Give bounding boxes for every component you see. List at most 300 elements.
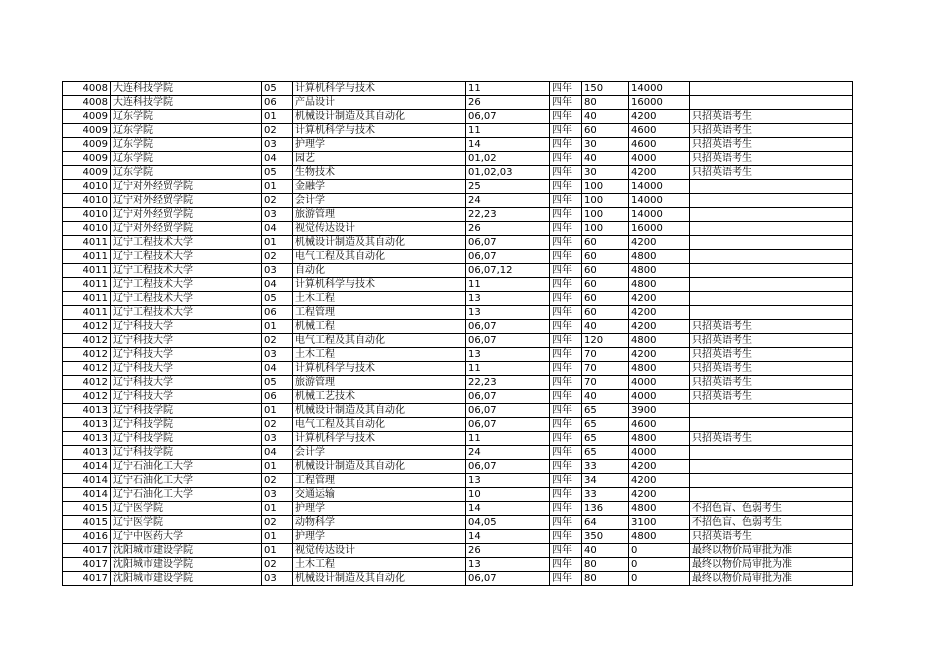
quota-cell: 70 xyxy=(582,362,629,376)
quota-cell: 65 xyxy=(582,432,629,446)
remark-cell xyxy=(690,222,853,236)
school-name-cell: 辽宁石油化工大学 xyxy=(111,474,262,488)
major-name-cell: 护理学 xyxy=(293,530,466,544)
school-name-cell: 辽宁科技大学 xyxy=(111,390,262,404)
school-code-cell: 4011 xyxy=(63,250,111,264)
subject-group-cell: 25 xyxy=(466,180,550,194)
duration-cell: 四年 xyxy=(550,362,582,376)
major-name-cell: 视觉传达设计 xyxy=(293,544,466,558)
school-code-cell: 4010 xyxy=(63,194,111,208)
quota-cell: 33 xyxy=(582,460,629,474)
duration-cell: 四年 xyxy=(550,418,582,432)
subject-group-cell: 06,07 xyxy=(466,320,550,334)
major-name-cell: 动物科学 xyxy=(293,516,466,530)
duration-cell: 四年 xyxy=(550,334,582,348)
table-row xyxy=(63,320,853,334)
school-name-cell: 沈阳城市建设学院 xyxy=(111,572,262,586)
school-name-cell: 沈阳城市建设学院 xyxy=(111,558,262,572)
duration-cell: 四年 xyxy=(550,558,582,572)
table-row xyxy=(63,544,853,558)
major-code-cell: 03 xyxy=(262,208,293,222)
school-code-cell: 4011 xyxy=(63,292,111,306)
major-name-cell: 计算机科学与技术 xyxy=(293,362,466,376)
major-code-cell: 02 xyxy=(262,418,293,432)
major-code-cell: 02 xyxy=(262,474,293,488)
remark-cell xyxy=(690,460,853,474)
subject-group-cell: 01,02 xyxy=(466,152,550,166)
major-name-cell: 机械工艺技术 xyxy=(293,390,466,404)
tuition-cell: 4200 xyxy=(629,236,690,250)
quota-cell: 40 xyxy=(582,320,629,334)
school-code-cell: 4014 xyxy=(63,474,111,488)
duration-cell: 四年 xyxy=(550,194,582,208)
subject-group-cell: 13 xyxy=(466,292,550,306)
tuition-cell: 4000 xyxy=(629,390,690,404)
major-code-cell: 02 xyxy=(262,194,293,208)
subject-group-cell: 06,07 xyxy=(466,404,550,418)
school-code-cell: 4008 xyxy=(63,82,111,96)
table-row xyxy=(63,152,853,166)
quota-cell: 136 xyxy=(582,502,629,516)
subject-group-cell: 22,23 xyxy=(466,208,550,222)
quota-cell: 40 xyxy=(582,390,629,404)
remark-cell: 只招英语考生 xyxy=(690,362,853,376)
major-name-cell: 计算机科学与技术 xyxy=(293,432,466,446)
school-code-cell: 4009 xyxy=(63,138,111,152)
school-code-cell: 4008 xyxy=(63,96,111,110)
table-row xyxy=(63,432,853,446)
school-name-cell: 辽宁科技大学 xyxy=(111,362,262,376)
duration-cell: 四年 xyxy=(550,222,582,236)
table-row xyxy=(63,558,853,572)
school-name-cell: 辽宁对外经贸学院 xyxy=(111,222,262,236)
remark-cell xyxy=(690,404,853,418)
remark-cell: 只招英语考生 xyxy=(690,320,853,334)
quota-cell: 60 xyxy=(582,278,629,292)
duration-cell: 四年 xyxy=(550,278,582,292)
tuition-cell: 4200 xyxy=(629,348,690,362)
tuition-cell: 4600 xyxy=(629,138,690,152)
table-row xyxy=(63,264,853,278)
school-name-cell: 辽宁科技大学 xyxy=(111,320,262,334)
major-code-cell: 04 xyxy=(262,362,293,376)
school-code-cell: 4009 xyxy=(63,152,111,166)
subject-group-cell: 26 xyxy=(466,222,550,236)
subject-group-cell: 13 xyxy=(466,474,550,488)
subject-group-cell: 11 xyxy=(466,82,550,96)
tuition-cell: 4600 xyxy=(629,418,690,432)
major-name-cell: 电气工程及其自动化 xyxy=(293,334,466,348)
subject-group-cell: 04,05 xyxy=(466,516,550,530)
table-row xyxy=(63,96,853,110)
school-name-cell: 辽东学院 xyxy=(111,124,262,138)
quota-cell: 64 xyxy=(582,516,629,530)
major-code-cell: 04 xyxy=(262,446,293,460)
table-row xyxy=(63,390,853,404)
tuition-cell: 4800 xyxy=(629,250,690,264)
duration-cell: 四年 xyxy=(550,530,582,544)
school-name-cell: 辽宁石油化工大学 xyxy=(111,488,262,502)
remark-cell: 只招英语考生 xyxy=(690,110,853,124)
school-code-cell: 4011 xyxy=(63,264,111,278)
tuition-cell: 14000 xyxy=(629,180,690,194)
quota-cell: 60 xyxy=(582,124,629,138)
school-code-cell: 4012 xyxy=(63,320,111,334)
school-name-cell: 辽宁医学院 xyxy=(111,516,262,530)
major-name-cell: 护理学 xyxy=(293,502,466,516)
duration-cell: 四年 xyxy=(550,208,582,222)
remark-cell: 最终以物价局审批为准 xyxy=(690,558,853,572)
tuition-cell: 4600 xyxy=(629,124,690,138)
duration-cell: 四年 xyxy=(550,376,582,390)
major-code-cell: 02 xyxy=(262,334,293,348)
table-row xyxy=(63,530,853,544)
school-code-cell: 4016 xyxy=(63,530,111,544)
remark-cell xyxy=(690,278,853,292)
tuition-cell: 14000 xyxy=(629,194,690,208)
school-name-cell: 辽宁科技学院 xyxy=(111,432,262,446)
remark-cell: 只招英语考生 xyxy=(690,124,853,138)
tuition-cell: 4200 xyxy=(629,110,690,124)
tuition-cell: 0 xyxy=(629,558,690,572)
subject-group-cell: 01,02,03 xyxy=(466,166,550,180)
school-name-cell: 辽宁中医药大学 xyxy=(111,530,262,544)
major-code-cell: 06 xyxy=(262,390,293,404)
school-code-cell: 4015 xyxy=(63,502,111,516)
quota-cell: 100 xyxy=(582,208,629,222)
table-row xyxy=(63,250,853,264)
school-name-cell: 辽宁科技大学 xyxy=(111,348,262,362)
table-row xyxy=(63,306,853,320)
subject-group-cell: 10 xyxy=(466,488,550,502)
school-name-cell: 辽宁医学院 xyxy=(111,502,262,516)
enrollment-table xyxy=(62,81,853,586)
major-code-cell: 05 xyxy=(262,376,293,390)
remark-cell xyxy=(690,194,853,208)
quota-cell: 350 xyxy=(582,530,629,544)
table-body xyxy=(63,82,853,586)
duration-cell: 四年 xyxy=(550,474,582,488)
major-name-cell: 土木工程 xyxy=(293,348,466,362)
remark-cell xyxy=(690,418,853,432)
tuition-cell: 4200 xyxy=(629,292,690,306)
major-name-cell: 土木工程 xyxy=(293,292,466,306)
major-code-cell: 03 xyxy=(262,572,293,586)
table-row xyxy=(63,474,853,488)
table-row xyxy=(63,110,853,124)
tuition-cell: 0 xyxy=(629,572,690,586)
major-name-cell: 机械设计制造及其自动化 xyxy=(293,236,466,250)
subject-group-cell: 11 xyxy=(466,362,550,376)
subject-group-cell: 24 xyxy=(466,446,550,460)
table-row xyxy=(63,222,853,236)
quota-cell: 120 xyxy=(582,334,629,348)
duration-cell: 四年 xyxy=(550,180,582,194)
table-row xyxy=(63,208,853,222)
remark-cell: 只招英语考生 xyxy=(690,152,853,166)
remark-cell: 不招色盲、色弱考生 xyxy=(690,516,853,530)
major-name-cell: 机械工程 xyxy=(293,320,466,334)
table-row xyxy=(63,124,853,138)
remark-cell xyxy=(690,236,853,250)
subject-group-cell: 06,07 xyxy=(466,334,550,348)
tuition-cell: 4200 xyxy=(629,306,690,320)
quota-cell: 65 xyxy=(582,418,629,432)
major-name-cell: 计算机科学与技术 xyxy=(293,278,466,292)
school-name-cell: 辽宁科技学院 xyxy=(111,404,262,418)
tuition-cell: 4800 xyxy=(629,502,690,516)
table-row xyxy=(63,376,853,390)
subject-group-cell: 06,07 xyxy=(466,460,550,474)
major-name-cell: 旅游管理 xyxy=(293,208,466,222)
school-name-cell: 辽宁科技学院 xyxy=(111,446,262,460)
tuition-cell: 16000 xyxy=(629,222,690,236)
quota-cell: 60 xyxy=(582,250,629,264)
duration-cell: 四年 xyxy=(550,320,582,334)
remark-cell: 最终以物价局审批为准 xyxy=(690,572,853,586)
table-row xyxy=(63,180,853,194)
table-row xyxy=(63,82,853,96)
quota-cell: 100 xyxy=(582,180,629,194)
major-code-cell: 04 xyxy=(262,152,293,166)
major-name-cell: 旅游管理 xyxy=(293,376,466,390)
school-code-cell: 4010 xyxy=(63,222,111,236)
duration-cell: 四年 xyxy=(550,544,582,558)
quota-cell: 40 xyxy=(582,110,629,124)
remark-cell xyxy=(690,208,853,222)
major-code-cell: 03 xyxy=(262,138,293,152)
quota-cell: 100 xyxy=(582,222,629,236)
remark-cell: 最终以物价局审批为准 xyxy=(690,544,853,558)
major-name-cell: 土木工程 xyxy=(293,558,466,572)
school-code-cell: 4013 xyxy=(63,446,111,460)
major-name-cell: 会计学 xyxy=(293,446,466,460)
duration-cell: 四年 xyxy=(550,138,582,152)
remark-cell xyxy=(690,474,853,488)
major-name-cell: 工程管理 xyxy=(293,474,466,488)
major-code-cell: 01 xyxy=(262,180,293,194)
quota-cell: 34 xyxy=(582,474,629,488)
quota-cell: 100 xyxy=(582,194,629,208)
duration-cell: 四年 xyxy=(550,348,582,362)
table-row xyxy=(63,446,853,460)
remark-cell xyxy=(690,264,853,278)
duration-cell: 四年 xyxy=(550,572,582,586)
table-row xyxy=(63,236,853,250)
major-name-cell: 产品设计 xyxy=(293,96,466,110)
major-name-cell: 自动化 xyxy=(293,264,466,278)
school-name-cell: 大连科技学院 xyxy=(111,82,262,96)
school-code-cell: 4012 xyxy=(63,348,111,362)
remark-cell xyxy=(690,180,853,194)
school-code-cell: 4014 xyxy=(63,488,111,502)
remark-cell xyxy=(690,292,853,306)
major-code-cell: 05 xyxy=(262,166,293,180)
school-code-cell: 4012 xyxy=(63,334,111,348)
duration-cell: 四年 xyxy=(550,390,582,404)
quota-cell: 40 xyxy=(582,152,629,166)
duration-cell: 四年 xyxy=(550,502,582,516)
table-row xyxy=(63,572,853,586)
major-code-cell: 03 xyxy=(262,264,293,278)
subject-group-cell: 06,07 xyxy=(466,572,550,586)
school-code-cell: 4009 xyxy=(63,110,111,124)
school-name-cell: 辽宁工程技术大学 xyxy=(111,292,262,306)
major-code-cell: 02 xyxy=(262,124,293,138)
remark-cell: 只招英语考生 xyxy=(690,334,853,348)
tuition-cell: 14000 xyxy=(629,82,690,96)
school-name-cell: 辽宁工程技术大学 xyxy=(111,250,262,264)
subject-group-cell: 06,07 xyxy=(466,250,550,264)
major-name-cell: 计算机科学与技术 xyxy=(293,82,466,96)
major-code-cell: 06 xyxy=(262,306,293,320)
tuition-cell: 4000 xyxy=(629,446,690,460)
school-code-cell: 4013 xyxy=(63,418,111,432)
remark-cell: 只招英语考生 xyxy=(690,530,853,544)
school-code-cell: 4017 xyxy=(63,558,111,572)
subject-group-cell: 22,23 xyxy=(466,376,550,390)
subject-group-cell: 11 xyxy=(466,278,550,292)
duration-cell: 四年 xyxy=(550,292,582,306)
tuition-cell: 4800 xyxy=(629,362,690,376)
subject-group-cell: 24 xyxy=(466,194,550,208)
table-row xyxy=(63,362,853,376)
subject-group-cell: 13 xyxy=(466,348,550,362)
tuition-cell: 16000 xyxy=(629,96,690,110)
table-row xyxy=(63,418,853,432)
school-name-cell: 辽宁科技大学 xyxy=(111,334,262,348)
school-name-cell: 辽宁工程技术大学 xyxy=(111,278,262,292)
quota-cell: 70 xyxy=(582,376,629,390)
duration-cell: 四年 xyxy=(550,250,582,264)
duration-cell: 四年 xyxy=(550,404,582,418)
duration-cell: 四年 xyxy=(550,264,582,278)
major-code-cell: 03 xyxy=(262,432,293,446)
subject-group-cell: 06,07 xyxy=(466,390,550,404)
major-code-cell: 03 xyxy=(262,488,293,502)
remark-cell xyxy=(690,306,853,320)
quota-cell: 60 xyxy=(582,306,629,320)
school-name-cell: 辽宁工程技术大学 xyxy=(111,236,262,250)
duration-cell: 四年 xyxy=(550,460,582,474)
major-code-cell: 02 xyxy=(262,250,293,264)
subject-group-cell: 11 xyxy=(466,124,550,138)
subject-group-cell: 13 xyxy=(466,558,550,572)
subject-group-cell: 26 xyxy=(466,96,550,110)
quota-cell: 33 xyxy=(582,488,629,502)
subject-group-cell: 14 xyxy=(466,138,550,152)
tuition-cell: 3100 xyxy=(629,516,690,530)
tuition-cell: 4800 xyxy=(629,278,690,292)
tuition-cell: 4800 xyxy=(629,264,690,278)
school-code-cell: 4012 xyxy=(63,376,111,390)
quota-cell: 30 xyxy=(582,166,629,180)
table-row xyxy=(63,194,853,208)
duration-cell: 四年 xyxy=(550,82,582,96)
tuition-cell: 4000 xyxy=(629,376,690,390)
school-code-cell: 4011 xyxy=(63,278,111,292)
school-code-cell: 4012 xyxy=(63,362,111,376)
school-name-cell: 辽东学院 xyxy=(111,138,262,152)
school-code-cell: 4015 xyxy=(63,516,111,530)
school-name-cell: 辽宁对外经贸学院 xyxy=(111,180,262,194)
quota-cell: 30 xyxy=(582,138,629,152)
tuition-cell: 0 xyxy=(629,544,690,558)
tuition-cell: 4200 xyxy=(629,166,690,180)
duration-cell: 四年 xyxy=(550,446,582,460)
quota-cell: 65 xyxy=(582,446,629,460)
table-row xyxy=(63,404,853,418)
school-name-cell: 辽宁科技大学 xyxy=(111,376,262,390)
tuition-cell: 4200 xyxy=(629,488,690,502)
subject-group-cell: 26 xyxy=(466,544,550,558)
school-code-cell: 4010 xyxy=(63,180,111,194)
table-row xyxy=(63,292,853,306)
tuition-cell: 4800 xyxy=(629,432,690,446)
table-row xyxy=(63,488,853,502)
subject-group-cell: 06,07 xyxy=(466,418,550,432)
major-name-cell: 计算机科学与技术 xyxy=(293,124,466,138)
remark-cell: 不招色盲、色弱考生 xyxy=(690,502,853,516)
subject-group-cell: 13 xyxy=(466,306,550,320)
duration-cell: 四年 xyxy=(550,96,582,110)
school-code-cell: 4017 xyxy=(63,572,111,586)
quota-cell: 80 xyxy=(582,572,629,586)
duration-cell: 四年 xyxy=(550,432,582,446)
tuition-cell: 3900 xyxy=(629,404,690,418)
major-code-cell: 04 xyxy=(262,222,293,236)
school-name-cell: 辽东学院 xyxy=(111,110,262,124)
school-code-cell: 4012 xyxy=(63,390,111,404)
school-name-cell: 辽宁对外经贸学院 xyxy=(111,194,262,208)
major-name-cell: 会计学 xyxy=(293,194,466,208)
tuition-cell: 4000 xyxy=(629,152,690,166)
school-code-cell: 4009 xyxy=(63,124,111,138)
tuition-cell: 4200 xyxy=(629,320,690,334)
remark-cell: 只招英语考生 xyxy=(690,390,853,404)
major-name-cell: 护理学 xyxy=(293,138,466,152)
major-code-cell: 01 xyxy=(262,544,293,558)
school-code-cell: 4014 xyxy=(63,460,111,474)
school-name-cell: 辽宁科技学院 xyxy=(111,418,262,432)
major-code-cell: 02 xyxy=(262,516,293,530)
major-name-cell: 电气工程及其自动化 xyxy=(293,250,466,264)
table-row xyxy=(63,278,853,292)
major-code-cell: 06 xyxy=(262,96,293,110)
quota-cell: 70 xyxy=(582,348,629,362)
remark-cell: 只招英语考生 xyxy=(690,348,853,362)
quota-cell: 150 xyxy=(582,82,629,96)
remark-cell: 只招英语考生 xyxy=(690,166,853,180)
table-row xyxy=(63,460,853,474)
school-code-cell: 4010 xyxy=(63,208,111,222)
school-name-cell: 辽东学院 xyxy=(111,166,262,180)
major-name-cell: 视觉传达设计 xyxy=(293,222,466,236)
major-name-cell: 机械设计制造及其自动化 xyxy=(293,572,466,586)
remark-cell xyxy=(690,96,853,110)
major-name-cell: 机械设计制造及其自动化 xyxy=(293,404,466,418)
major-code-cell: 05 xyxy=(262,82,293,96)
quota-cell: 80 xyxy=(582,558,629,572)
major-name-cell: 机械设计制造及其自动化 xyxy=(293,110,466,124)
school-code-cell: 4017 xyxy=(63,544,111,558)
duration-cell: 四年 xyxy=(550,152,582,166)
school-name-cell: 沈阳城市建设学院 xyxy=(111,544,262,558)
school-code-cell: 4013 xyxy=(63,432,111,446)
remark-cell xyxy=(690,82,853,96)
major-name-cell: 工程管理 xyxy=(293,306,466,320)
subject-group-cell: 06,07,12 xyxy=(466,264,550,278)
